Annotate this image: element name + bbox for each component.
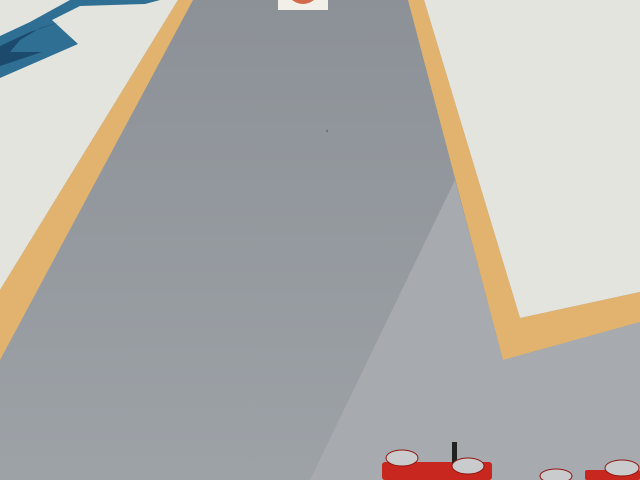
robot-bolt-3 [540, 469, 572, 480]
robot-bolt-2 [452, 458, 484, 474]
robot-bolt-4 [605, 460, 639, 476]
robot-bolt-1 [386, 450, 418, 466]
floor-marker-icon [278, 0, 328, 10]
floor-speck [326, 130, 328, 132]
